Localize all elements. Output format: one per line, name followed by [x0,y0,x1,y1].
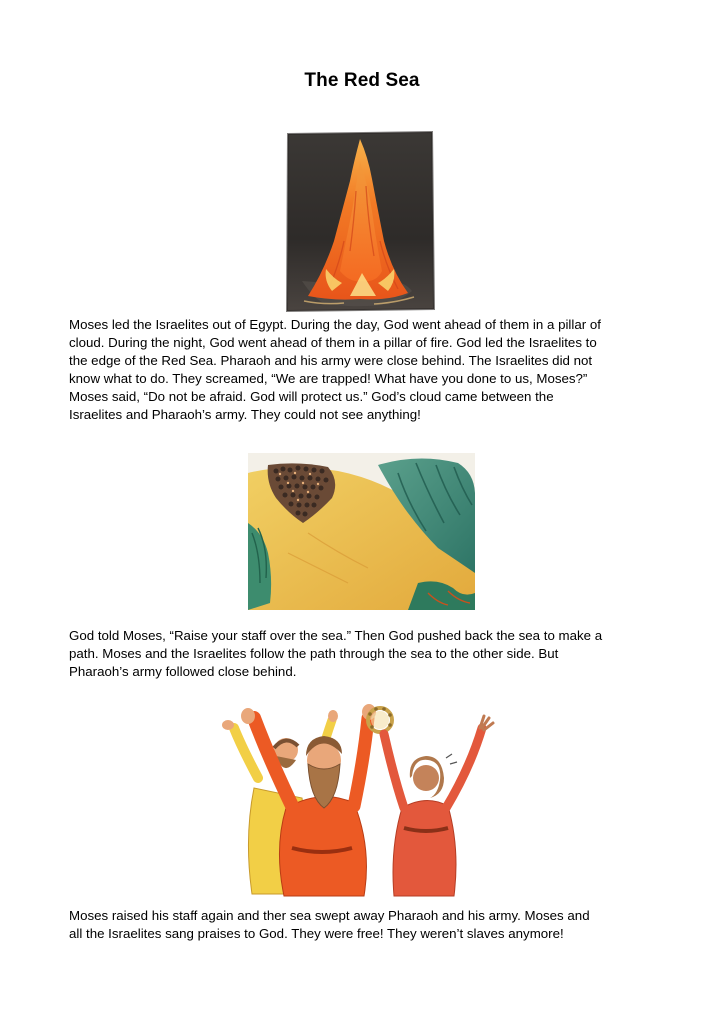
paragraph-line: Moses led the Israelites out of Egypt. During the day, God went ahead of them in a pillar of [69,317,601,332]
paragraph-line: God told Moses, “Raise your staff over the sea.” Then God pushed back the sea to make a [69,628,603,643]
paragraph-line: know what to do. They screamed, “We are trapped! What have you done to us, Moses?” [69,371,588,387]
page-title: The Red Sea [304,70,420,91]
paragraph-line: Moses raised his staff again and ther sea swept away Pharaoh and his army. Moses and [69,908,590,923]
parting-sea-illustration [248,453,475,610]
paragraph-line: all the Israelites sang praises to God. They were free! They weren’t slaves anymore! [69,926,564,942]
celebration-illustration [214,698,504,898]
paragraph-line: cloud. During the night, God went ahead of them in a pillar of fire. God led the Israelites to [69,335,597,351]
story-paragraph-1 [69,316,669,425]
paragraph-line: Moses said, “Do not be afraid. God will protect us.” God’s cloud came between the [69,389,554,405]
paragraph-line: the edge of the Red Sea. Pharaoh and his army were close behind. The Israelites did not [69,353,593,369]
paragraph-line: Pharaoh’s army followed close behind. [69,664,297,680]
paragraph-line: path. Moses and the Israelites follow the path through the sea to the other side. But [69,646,559,662]
pillar-of-fire-illustration [284,131,436,313]
story-paragraph-2 [69,627,669,681]
story-paragraph-3 [69,907,669,943]
paragraph-line: Israelites and Pharaoh’s army. They could not see anything! [69,407,421,423]
